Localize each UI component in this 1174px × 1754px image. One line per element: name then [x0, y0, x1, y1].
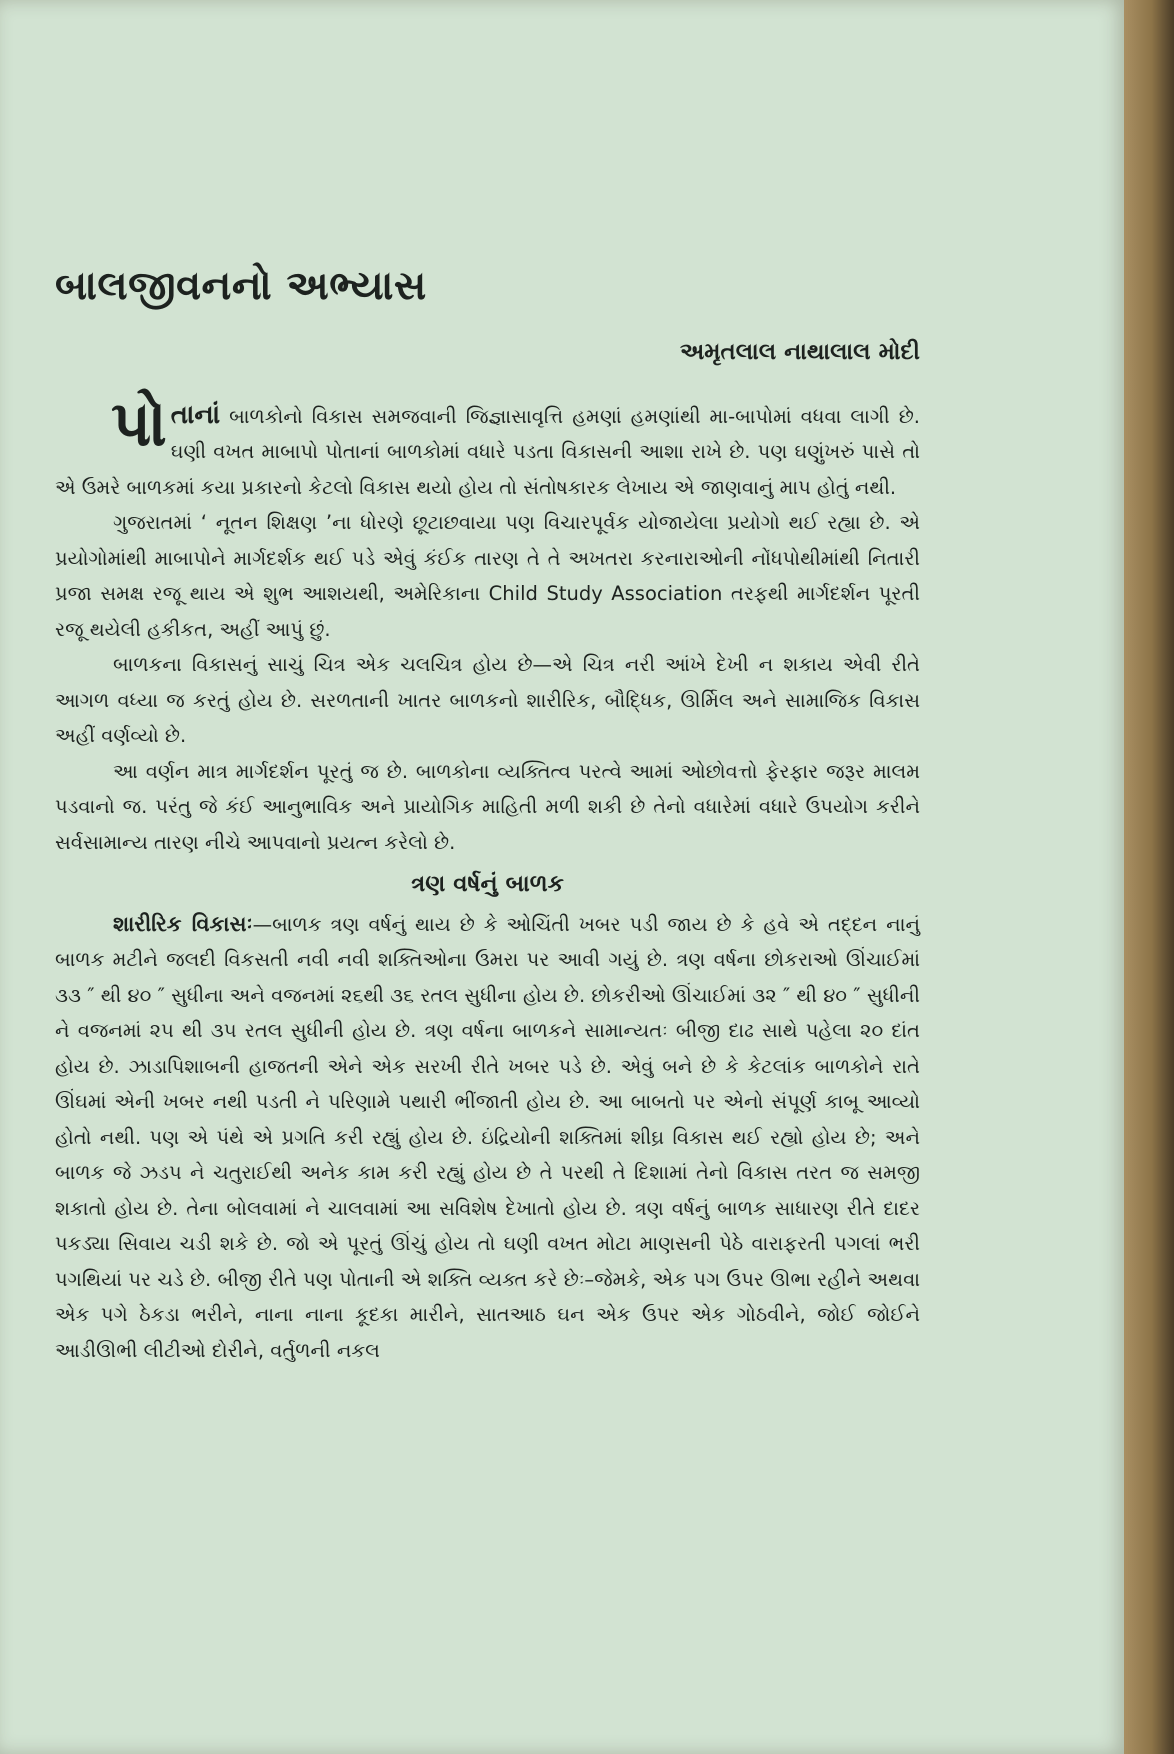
first-word-rest: તાનાં [170, 399, 221, 430]
paragraph-5 [55, 907, 920, 1369]
page-edge [1124, 0, 1174, 1754]
drop-cap: પો [111, 386, 167, 460]
paragraph-1-text: બાળકોનો વિકાસ સમજવાની જિજ્ઞાસાવૃત્તિ હમણાં હમણાંથી મા-બાપોમાં વધવા લાગી છે. ઘણી વખત માબાપો પોતાનાં બાળકોમાં વધારે પડતા વિકાસની આશા રાખે છે. પણ ઘણુંખરું પાસે તો એ ઉમરે બાળકમાં કયા પ્રકારનો કેટલો વિકાસ થયો હોય તો સંતોષકારક લેખાય એ જાણવાનું માપ હોતું નથી. [55, 404, 920, 499]
paragraph-1 [55, 386, 920, 506]
section-heading: ત્રણ વર્ષનું બાળક [411, 871, 564, 898]
paragraph-5-subhead: શારીરિક વિકાસઃ [113, 911, 253, 936]
article [55, 262, 920, 1368]
paragraph-2: ગુજરાતમાં ‘ નૂતન શિક્ષણ ’ના ધોરણે છૂટાછવાયા પણ વિચારપૂર્વક યોજાયેલા પ્રયોગો થઈ રહ્યા છે. એ પ્રયોગોમાંથી માબાપોને માર્ગદર્શક થઈ પડે એવું કંઈક તારણ તે તે અખતરા કરનારાઓની નોંધપોથીમાંથી નિતારી પ્રજા સમક્ષ રજૂ થાય એ શુભ આશયથી, અમેરિકાના Child Study Association તરફથી માર્ગદર્શન પૂરતી રજૂ થયેલી હકીકત, અહીં આપું છું. [55, 511, 920, 641]
paragraph-4: આ વર્ણન માત્ર માર્ગદર્શન પૂરતું જ છે. બાળકોના વ્યક્તિત્વ પરત્વે આમાં ઓછોવત્તો ફેરફાર જરૂર માલમ પડવાનો જ. પરંતુ જે કંઈ આનુભાવિક અને પ્રાયોગિક માહિતી મળી શકી છે તેનો વધારેમાં વધારે ઉપયોગ કરીને સર્વસામાન્ય તારણ નીચે આપવાનો પ્રયત્ન કરેલો છે. [55, 759, 920, 854]
paragraph-3: બાળકના વિકાસનું સાચું ચિત્ર એક ચલચિત્ર હોય છે—એ ચિત્ર નરી આંખે દેખી ન શકાય એવી રીતે આગળ વધ્યા જ કરતું હોય છે. સરળતાની ખાતર બાળકનો શારીરિક, બૌદ્ધિક, ઊર્મિલ અને સામાજિક વિકાસ અહીં વર્ણવ્યો છે. [55, 653, 920, 748]
article-author: અમૃતલાલ નાથાલાલ મોદી [679, 339, 920, 365]
article-title: બાલજીવનનો અભ્યાસ [55, 263, 427, 309]
paragraph-5-text: —બાળક ત્રણ વર્ષનું થાય છે કે ઓચિંતી ખબર પડી જાય છે કે હવે એ તદ્દન નાનું બાળક મટીને જલદી વિકસતી નવી નવી શક્તિઓના ઉમરા પર આવી ગયું છે. ત્રણ વર્ષના છોકરાઓ ઊંચાઈમાં ૩૩ ″ થી ૪૦ ″ સુધીના અને વજનમાં ૨૬થી ૩૬ રતલ સુધીના હોય છે. છોકરીઓ ઊંચાઈમાં ૩૨ ″ થી ૪૦ ″ સુધીની ને વજનમાં ૨૫ થી ૩૫ રતલ સુધીની હોય છે. ત્રણ વર્ષના બાળકને સામાન્યતઃ બીજી દાઢ સાથે પહેલા ૨૦ દાંત હોય છે. ઝાડાપિશાબની હાજતની એને એક સરખી રીતે ખબર પડે છે. એવું બને છે કે કેટલાંક બાળકોને રાતે ઊંઘમાં એની ખબર નથી પડતી ને પરિણામે પથારી ભીંજાતી હોય છે. આ બાબતો પર એનો સંપૂર્ણ કાબૂ આવ્યો હોતો નથી. પણ એ પંથે એ પ્રગતિ કરી રહ્યું હોય છે. ઇંદ્રિયોની શક્તિમાં શીઘ્ર વિકાસ થઈ રહ્યો હોય છે; અને બાળક જે ઝડપ ને ચતુરાઈથી અનેક કામ કરી રહ્યું હોય છે તે પરથી તે દિશામાં તેનો વિકાસ તરત જ સમજી શકાતો હોય છે. તેના બોલવામાં ને ચાલવામાં આ સવિશેષ દેખાતો હોય છે. ત્રણ વર્ષનું બાળક સાધારણ રીતે દાદર પકડ્યા સિવાય ચડી શકે છે. જો એ પૂરતું ઊંચું હોય તો ઘણી વખત મોટા માણસની પેઠે વારાફરતી પગલાં ભરી પગથિયાં પર ચડે છે. બીજી રીતે પણ પોતાની એ શક્તિ વ્યક્ત કરે છેઃ–જેમકે, એક પગ ઉપર ઊભા રહીને અથવા એક પગે ઠેકડા ભરીને, નાના નાના કૂદકા મારીને, સાતઆઠ ઘન એક ઉપર એક ગોઠવીને, જોઈ જોઈને આડીઊભી લીટીઓ દોરીને, વર્તુળની નકલ [55, 912, 921, 1362]
